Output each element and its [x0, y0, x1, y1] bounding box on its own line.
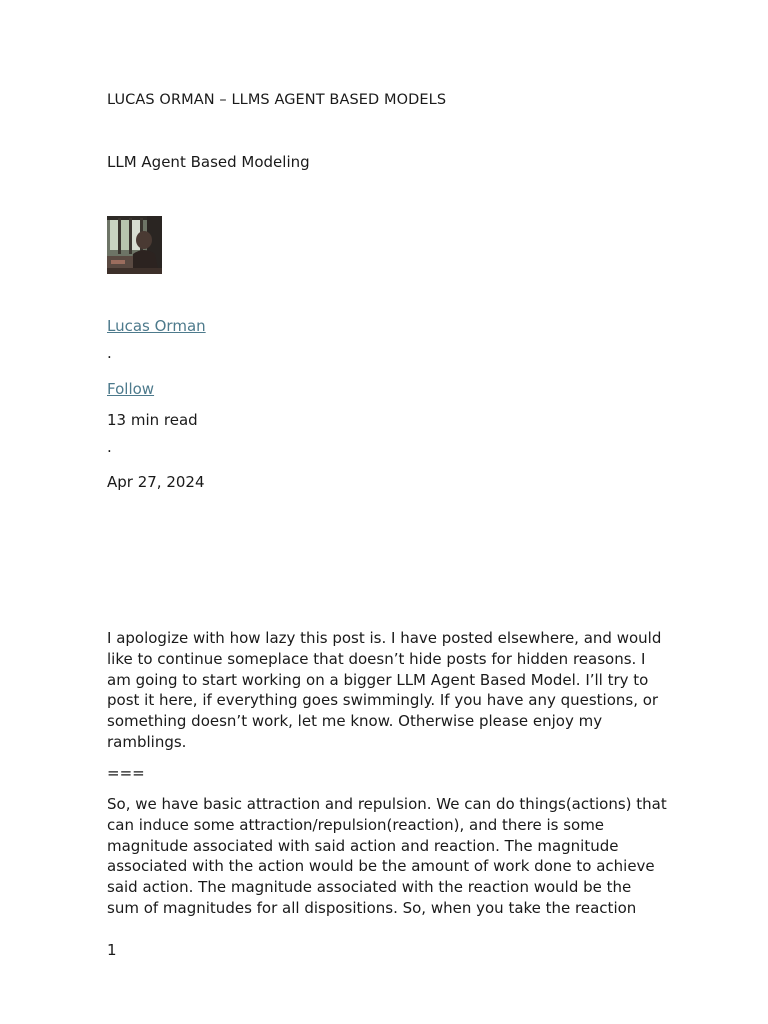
article-title: LLM Agent Based Modeling — [107, 153, 310, 171]
page-number: 1 — [107, 941, 117, 959]
author-photo — [107, 216, 162, 274]
page-header-title: LUCAS ORMAN – LLMS AGENT BASED MODELS — [107, 92, 447, 108]
body-paragraph: So, we have basic attraction and repulsion. We can do things(actions) that can induce some attraction/repulsion(reaction), and there is some magnitude associated with said action and reaction. The magnitude associated with the action would be the amount of work done to achieve said action. The magnitude associated with the reaction would be the sum of magnitudes for all dispositions. So, when you take the reaction — [107, 795, 667, 917]
body-paragraph: I apologize with how lazy this post is. I have posted elsewhere, and would like to continue someplace that doesn’t hide posts for hidden reasons. I am going to start working on a bigger LLM Agent Based Model. I’ll try to post it here, if everything goes swimmingly. If you have any questions, or something doesn’t work, let me know. Otherwise please enjoy my ramblings. — [107, 629, 662, 751]
publish-date: Apr 27, 2024 — [107, 473, 205, 491]
author-avatar[interactable] — [107, 216, 162, 274]
separator-dot: . — [107, 438, 112, 456]
section-divider: === — [107, 764, 145, 782]
follow-link[interactable]: Follow — [107, 380, 155, 398]
read-time: 13 min read — [107, 411, 198, 429]
separator-dot: . — [107, 344, 112, 362]
author-name-link[interactable]: Lucas Orman — [107, 317, 206, 335]
